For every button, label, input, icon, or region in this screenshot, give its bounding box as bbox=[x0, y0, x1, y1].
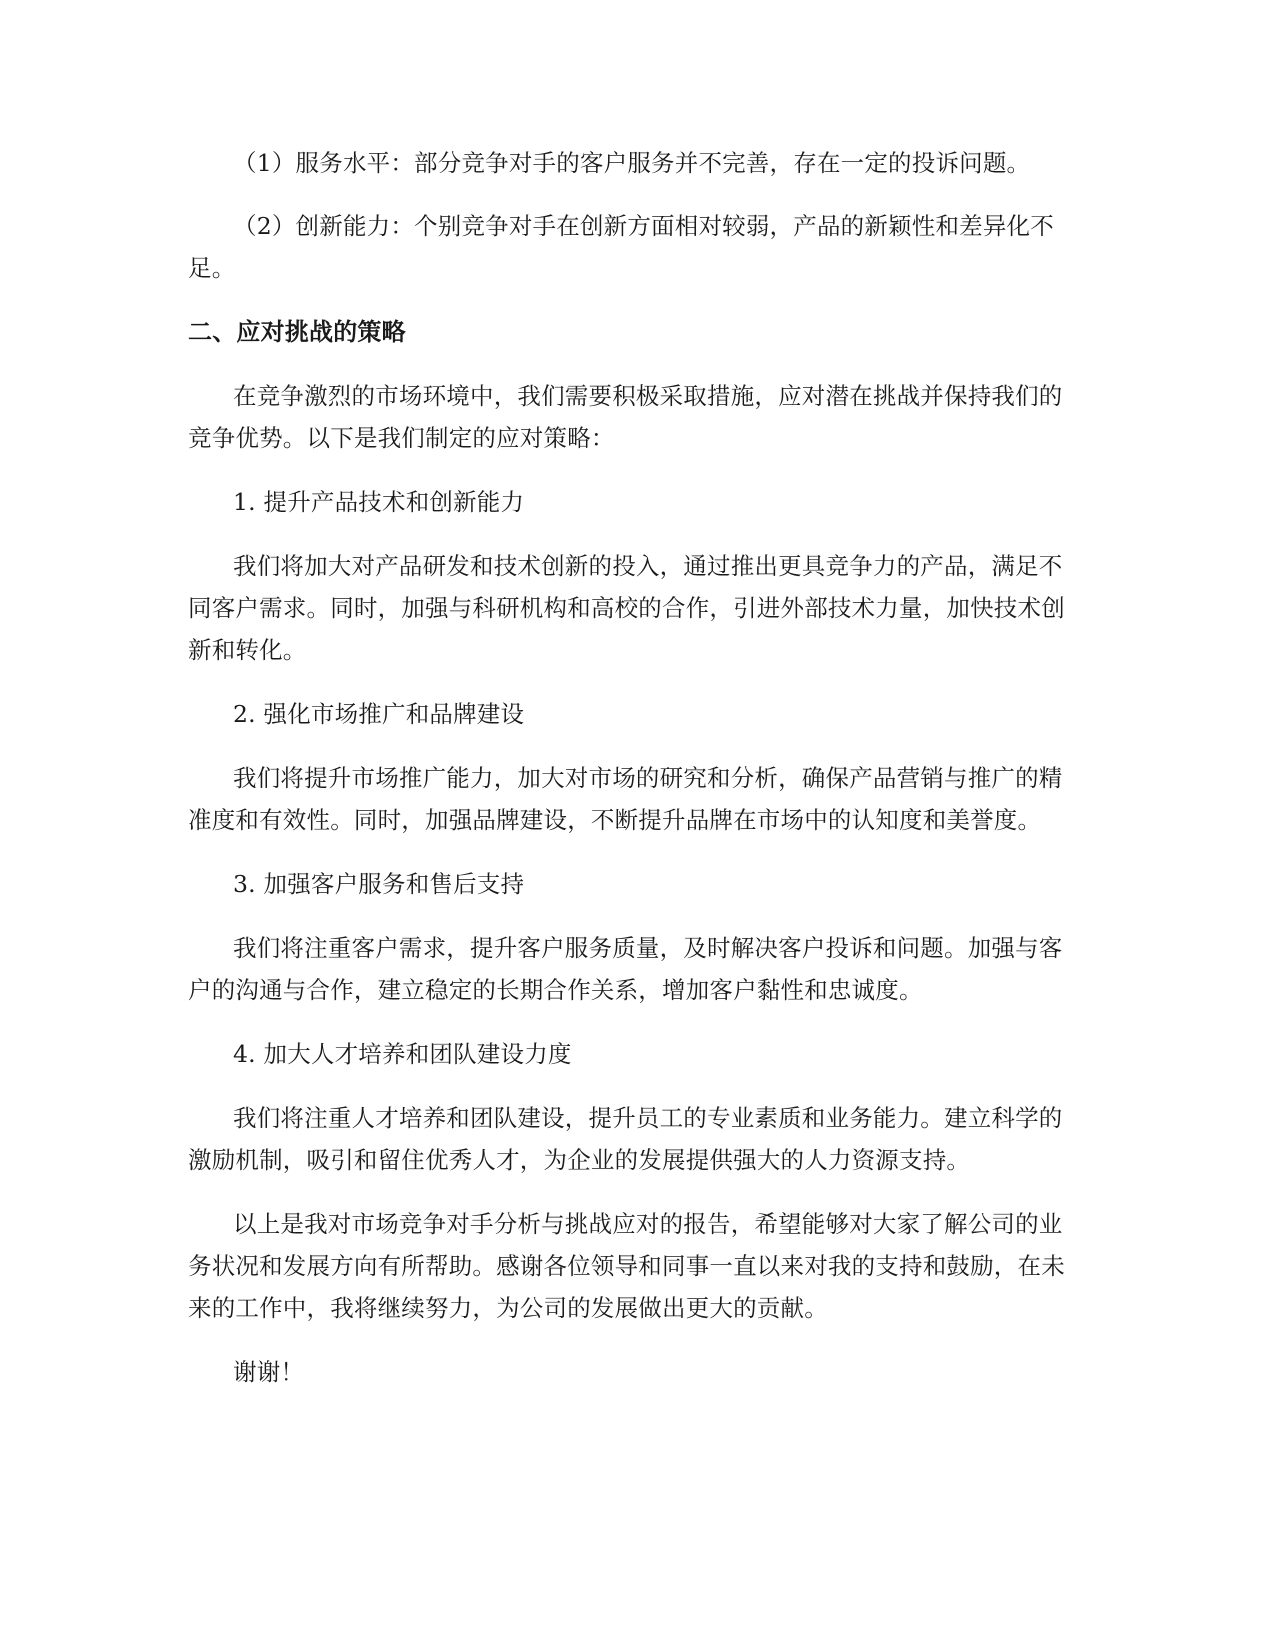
strategy-1-title: 1. 提升产品技术和创新能力 bbox=[233, 488, 525, 516]
strategy-4-title: 4. 加大人才培养和团队建设力度 bbox=[233, 1040, 572, 1068]
section-heading: 二、应对挑战的策略 bbox=[188, 318, 406, 346]
strategy-4-body: 我们将注重人才培养和团队建设，提升员工的专业素质和业务能力。建立科学的激励机制，吸引和留住优秀人才，为企业的发展提供强大的人力资源支持。 bbox=[188, 1104, 1063, 1174]
strategy-3-title: 3. 加强客户服务和售后支持 bbox=[233, 870, 525, 898]
document-body bbox=[188, 142, 1086, 1393]
strategy-1-body: 我们将加大对产品研发和技术创新的投入，通过推出更具竞争力的产品，满足不同客户需求。同时，加强与科研机构和高校的合作，引进外部技术力量，加快技术创新和转化。 bbox=[188, 552, 1065, 664]
closing-paragraph: 以上是我对市场竞争对手分析与挑战应对的报告，希望能够对大家了解公司的业务状况和发展方向有所帮助。感谢各位领导和同事一直以来对我的支持和鼓励，在未来的工作中，我将继续努力，为公司的发展做出更大的贡献。 bbox=[188, 1210, 1065, 1322]
strategy-2-body: 我们将提升市场推广能力，加大对市场的研究和分析，确保产品营销与推广的精准度和有效性。同时，加强品牌建设，不断提升品牌在市场中的认知度和美誉度。 bbox=[188, 764, 1063, 834]
weakness-innovation-paragraph: （2）创新能力：个别竞争对手在创新方面相对较弱，产品的新颖性和差异化不足。 bbox=[188, 212, 1054, 282]
thanks-line: 谢谢！ bbox=[233, 1358, 305, 1386]
section-intro-paragraph: 在竞争激烈的市场环境中，我们需要积极采取措施，应对潜在挑战并保持我们的竞争优势。以下是我们制定的应对策略： bbox=[188, 382, 1063, 452]
strategy-2-title: 2. 强化市场推广和品牌建设 bbox=[233, 700, 525, 728]
strategy-3-body: 我们将注重客户需求，提升客户服务质量，及时解决客户投诉和问题。加强与客户的沟通与合作，建立稳定的长期合作关系，增加客户黏性和忠诚度。 bbox=[188, 934, 1063, 1004]
weakness-service-paragraph: （1）服务水平：部分竞争对手的客户服务并不完善，存在一定的投诉问题。 bbox=[233, 149, 1031, 177]
